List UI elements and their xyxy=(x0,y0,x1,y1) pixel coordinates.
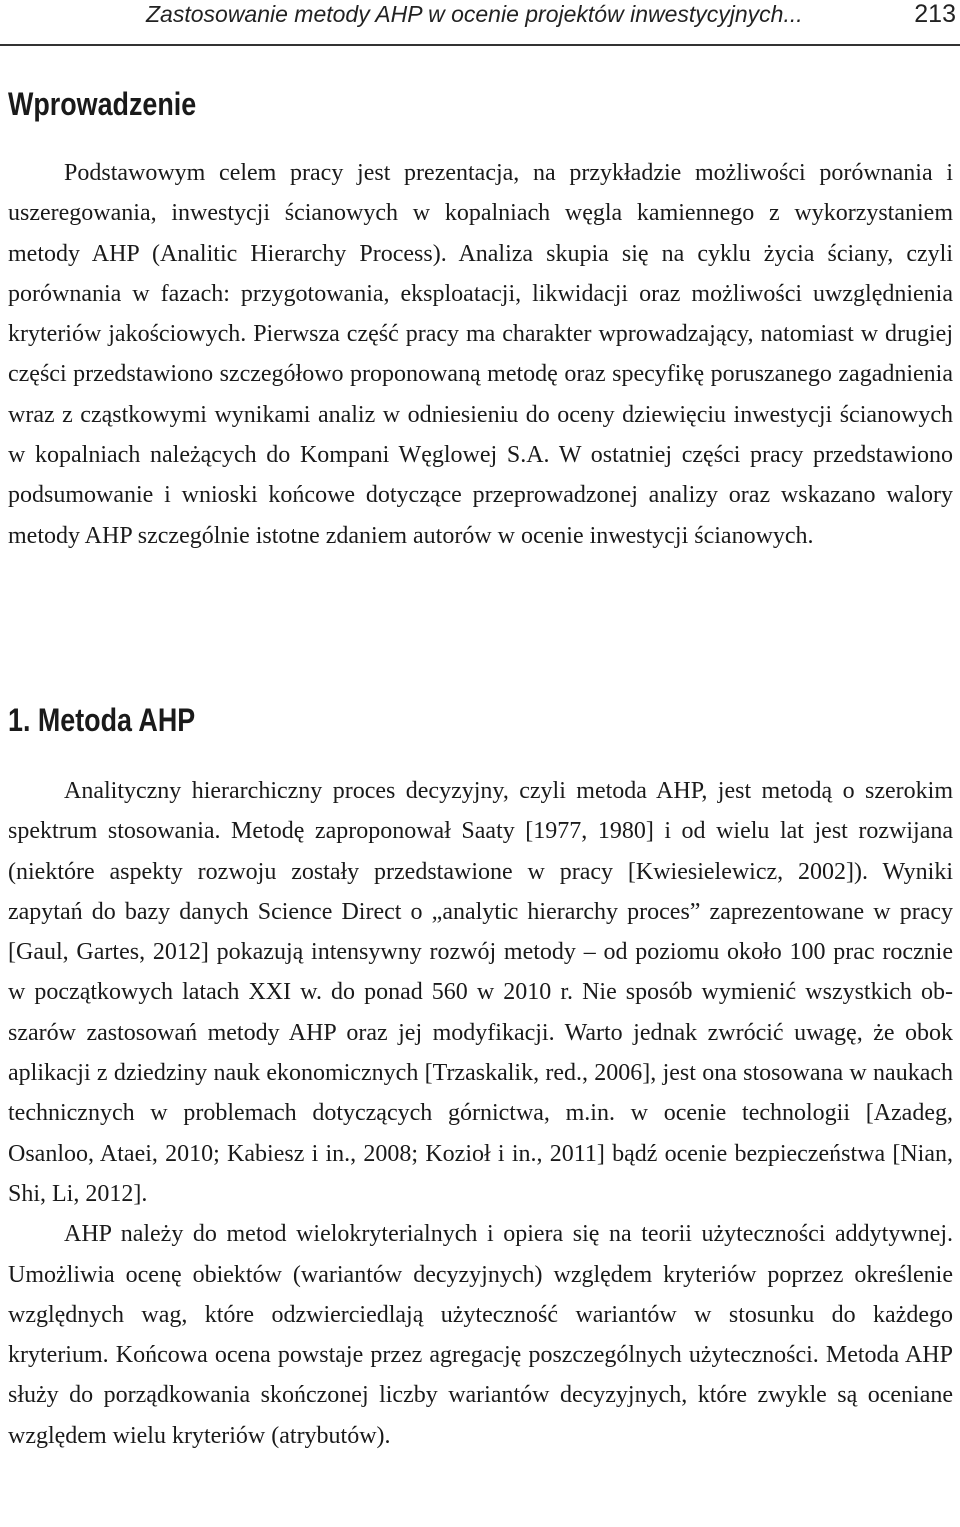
introduction-body xyxy=(8,153,953,556)
running-title: Zastosowanie metody AHP w ocenie projektów inwestycyjnych... xyxy=(146,1,803,27)
section-heading-introduction: Wprowadzenie xyxy=(8,86,197,122)
section-heading-ahp-method: 1. Metoda AHP xyxy=(8,702,196,738)
page-number: 213 xyxy=(914,0,956,28)
introduction-paragraph: Podstawowym celem pracy jest prezentacja, na przykładzie możliwości porównania i uszeregowania, inwestycji ścianowych w kopalniach węgla kamiennego z wykorzystaniem metody AHP (Analitic Hierarchy Process). Analiza skupia się na cyklu życia ściany, czyli porównania w fazach: przygotowania, eksploatacji, likwidacji oraz możliwości uwzględnienia kryteriów jakościowych. Pierwsza część pracy ma charakter wprowadzający, natomiast w drugiej części przedstawiono szczegółowo proponowaną metodę oraz specyfikę poruszanego zagadnienia wraz z cząstkowymi wynikami analiz w odniesieniu do oceny dziewięciu inwestycji ścianowych w kopalniach należących do Kompani Węglowej S.A. W ostatniej części pracy przedstawiono podsumowanie i wnioski końcowe dotyczące przeprowadzonej analizy oraz wskazano walory metody AHP szczególnie istotne zdaniem autorów w ocenie inwestycji ścianowych. xyxy=(8,160,953,549)
ahp-method-body xyxy=(8,771,953,1456)
ahp-paragraph-1: Analityczny hierarchiczny proces decyzyjny, czyli metoda AHP, jest metodą o szerokim spektrum stosowania. Metodę zaproponował Saaty [1977, 1980] i od wielu lat jest rozwijana (niektóre aspekty rozwoju zostały przedstawione w pracy [Kwiesielewicz, 2002]). Wyniki zapytań do bazy danych Science Direct o „analytic hierarchy proces” zaprezentowane w pracy [Gaul, Gartes, 2012] pokazują intensywny rozwój metody – od poziomu około 100 prac rocznie w początkowych latach XXI w. do ponad 560 w 2010 r. Nie sposób wymienić wszystkich obszarów zastosowań metody AHP oraz jej modyfikacji. Warto jednak zwrócić uwagę, że obok aplikacji z dziedziny nauk ekonomicznych [Trzaskalik, red., 2006], jest ona stosowana w naukach technicznych w problemach dotyczących górnictwa, m.in. w ocenie technologii [Azadeg, Osanloo, Ataei, 2010; Kabiesz i in., 2008; Kozioł i in., 2011] bądź ocenie bezpieczeństwa [Nian, Shi, Li, 2012]. xyxy=(8,778,953,1207)
ahp-paragraph-2: AHP należy do metod wielokryterialnych i opiera się na teorii użyteczności addytywnej. Umożliwia ocenę obiektów (wariantów decyzyjnych) względem kryteriów poprzez określenie względnych wag, które odzwierciedlają użyteczność wariantów w stosunku do każdego kryterium. Końcowa ocena powstaje przez agregację poszczególnych użyteczności. Metoda AHP służy do porządkowania skończonej liczby wariantów decyzyjnych, które zwykle są oceniane względem wielu kryteriów (atrybutów). xyxy=(8,1221,953,1449)
running-header xyxy=(0,0,960,46)
